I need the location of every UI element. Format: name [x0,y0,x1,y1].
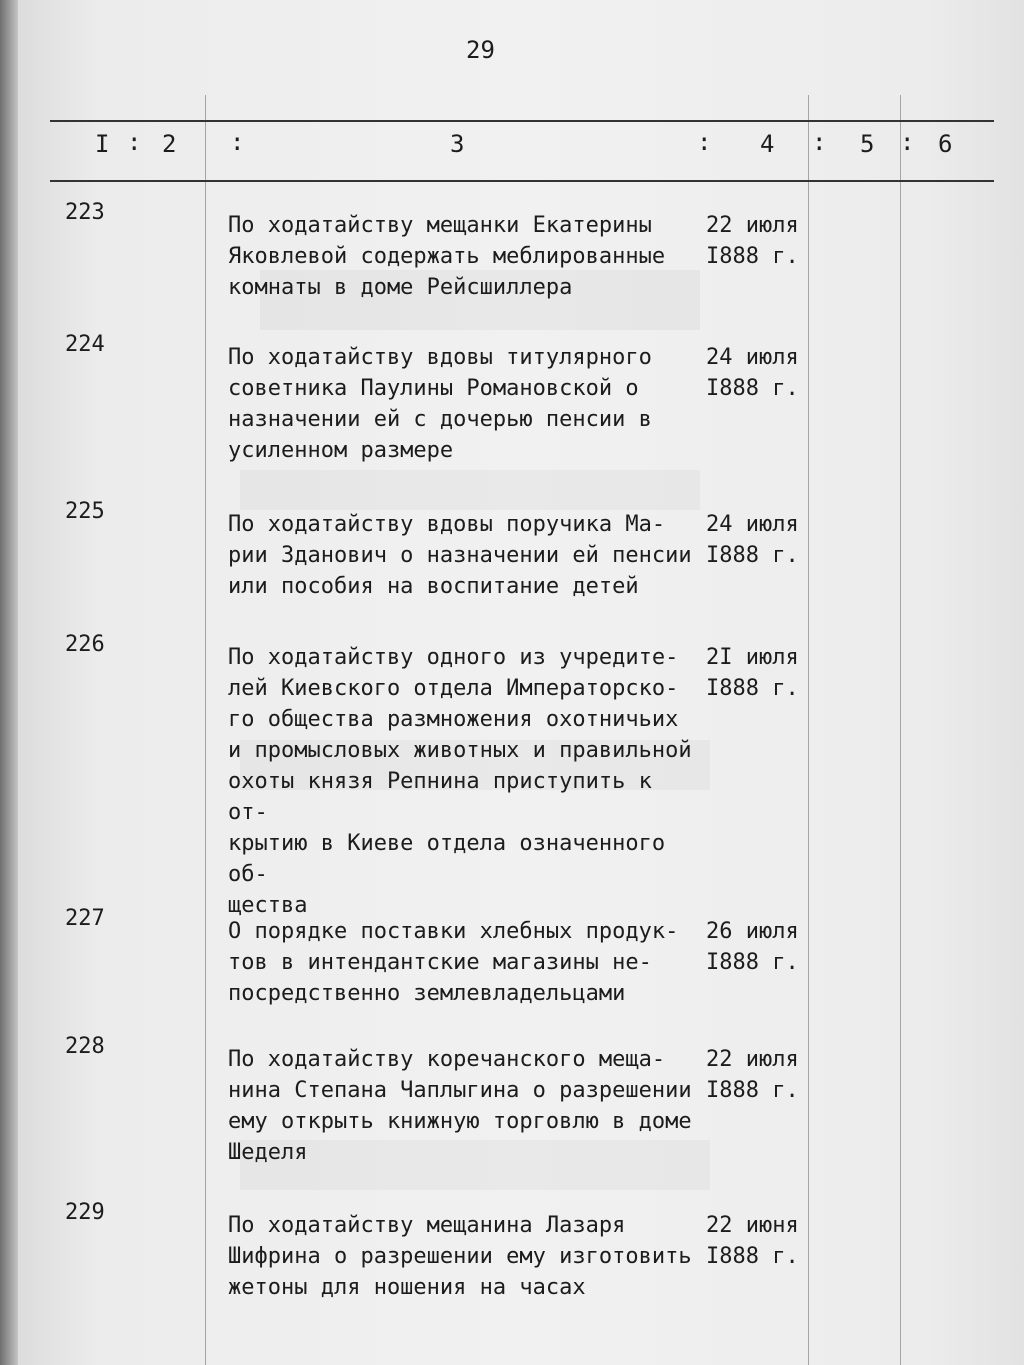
column-number-6: 6 [938,130,953,158]
column-number-4: 4 [760,130,775,158]
column-rule [808,95,809,1365]
entry-date: 24 июля I888 г. [706,512,799,568]
entry-description: По ходатайству вдовы поручика Ма- рии Зданович о назначении ей пенсии или пособия на воспитание детей [228,512,692,599]
entry-number: 229 [65,1200,105,1225]
column-number-3: 3 [450,130,465,158]
header-bottom-rule [50,180,994,182]
bleed-through-shadow [240,470,700,510]
column-separator: : [812,128,827,156]
column-number-1: I [95,130,110,158]
entry-number: 223 [65,200,105,225]
entry-date: 2I июля I888 г. [706,645,799,701]
column-number-5: 5 [860,130,875,158]
page-edge [0,0,20,1365]
page-number: 29 [466,36,495,64]
entry-description: По ходатайству вдовы титулярного советника Паулины Романовской о назначении ей с дочерью пенсии в усиленном размере [228,345,652,463]
entry-number: 226 [65,632,105,657]
entry-description: По ходатайству коречанского меща- нина Степана Чаплыгина о разрешении ему открыть книжную торговлю в доме Шеделя [228,1047,692,1165]
column-rule [205,95,206,1365]
entry-date: 22 июля I888 г. [706,213,799,269]
entry-number: 227 [65,906,105,931]
column-separator: : [230,128,245,156]
entry-number: 225 [65,499,105,524]
entry-description: По ходатайству одного из учредите- лей Киевского отдела Императорско- го общества размножения охотничьих и промысловых животных и правильной охоты князя Репнина приступить к от- крытию в Киеве отдела означенного об- щества [228,645,692,918]
entry-number: 228 [65,1034,105,1059]
column-rule [900,95,901,1365]
entry-date: 24 июля I888 г. [706,345,799,401]
column-separator: : [900,128,915,156]
entry-description: По ходатайству мещанки Екатерины Яковлевой содержать меблированные комнаты в доме Рейсшиллера [228,213,666,300]
entry-date: 22 июня I888 г. [706,1213,799,1269]
entry-description: О порядке поставки хлебных продук- тов в интендантские магазины не- посредственно землевладельцами [228,919,679,1006]
entry-description: По ходатайству мещанина Лазаря Шифрина о разрешении ему изготовить жетоны для ношения на часах [228,1213,692,1300]
entry-number: 224 [65,332,105,357]
entry-date: 22 июля I888 г. [706,1047,799,1103]
column-number-2: 2 [162,130,177,158]
column-separator: : [127,128,142,156]
entry-date: 26 июля I888 г. [706,919,799,975]
column-separator: : [697,128,712,156]
header-top-rule [50,120,994,122]
